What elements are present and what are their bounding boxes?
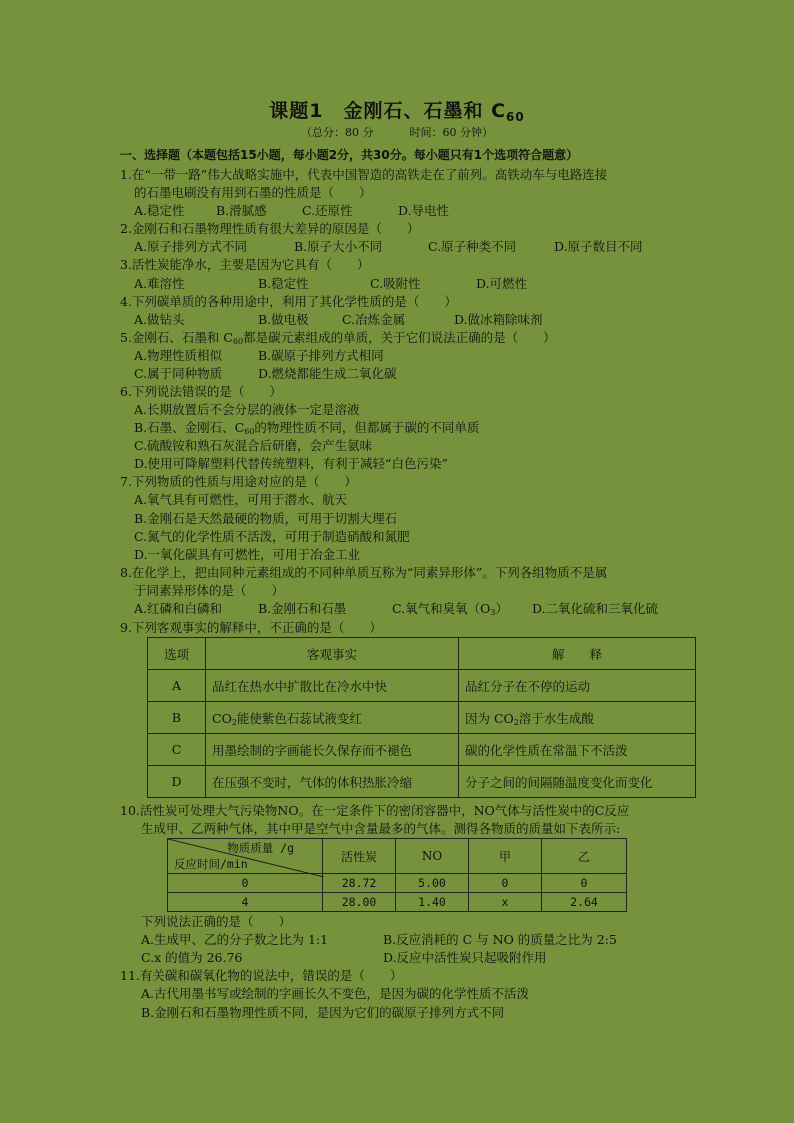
q5-options-row1: [134, 347, 384, 365]
q6-option-d: D.使用可降解塑料代替传统塑料，有利于减轻“白色污染”: [134, 456, 448, 471]
table-header-cell: NO: [396, 839, 469, 874]
q5-option-d: D.燃烧都能生成二氧化碳: [258, 366, 397, 381]
q2-option-b: B.原子大小不同: [294, 239, 383, 254]
total-score: （总分：80 分: [301, 126, 374, 139]
table-cell: 28.72: [323, 874, 396, 893]
q3-stem: 3.活性炭能净水，主要是因为它具有（ ）: [120, 257, 370, 272]
q10-stem-line3: 下列说法正确的是（ ）: [141, 914, 292, 929]
q3-option-c: C.吸附性: [370, 276, 421, 291]
table-cell: 28.00: [323, 893, 396, 912]
q3-options: [134, 275, 527, 293]
table-cell: 2.64: [542, 893, 627, 912]
q11-stem: 11.有关碳和碳氧化物的说法中，错误的是（ ）: [120, 968, 403, 983]
q6-option-a: A.长期放置后不会分层的液体一定是溶液: [134, 402, 360, 417]
q6-option-b-part2: 的物理性质不同，但都属于碳的不同单质: [254, 420, 480, 435]
q10-option-a: A.生成甲、乙的分子数之比为 1:1: [141, 932, 329, 947]
explanation-part1: 因为 CO: [465, 710, 514, 726]
q1-option-b: B.滑腻感: [216, 203, 267, 218]
page-title: [0, 96, 794, 124]
time-limit: 时间：60 分钟）: [409, 126, 493, 139]
table-cell: 0: [542, 874, 627, 893]
q10-options-row2: [141, 949, 547, 967]
q9-stem: 9.下列客观事实的解释中，不正确的是（ ）: [120, 620, 382, 635]
title-text: 课题1 金刚石、石墨和 C: [269, 100, 507, 122]
q10-option-b: B.反应消耗的 C 与 NO 的质量之比为 2:5: [383, 932, 617, 947]
q2-option-c: C.原子种类不同: [428, 239, 517, 254]
q1-stem-line2: 的石墨电刷没有用到石墨的性质是（ ）: [134, 185, 372, 200]
q3-option-b: B.稳定性: [258, 276, 309, 291]
q7-option-d: D.一氧化碳具有可燃性，可用于冶金工业: [134, 547, 361, 562]
q10-option-d: D.反应中活性炭只起吸附作用: [383, 950, 547, 965]
table-cell-fact: 品红在热水中扩散比在冷水中快: [206, 670, 459, 702]
q3-option-d: D.可燃性: [476, 276, 528, 291]
q5-options-row2: [134, 365, 397, 383]
q8-stem-line2: 于同素异形体的是（ ）: [134, 583, 285, 598]
q1-option-a: A.稳定性: [134, 203, 185, 218]
table-cell-fact: 用墨绘制的字画能长久保存而不褪色: [206, 734, 459, 766]
explanation-part2: 溶于水生成酸: [518, 710, 594, 726]
table-header-cell: 客观事实: [206, 638, 459, 670]
q5-stem-part1: 5.金刚石、石墨和 C: [120, 330, 233, 345]
table-diagonal-header: [168, 839, 323, 874]
diagonal-top-label: 物质质量 /g: [227, 841, 294, 855]
table-cell-option: C: [148, 734, 206, 766]
q2-options: [134, 238, 643, 256]
table-cell: 0: [168, 874, 323, 893]
q3-option-a: A.难溶性: [134, 276, 185, 291]
q2-option-d: D.原子数目不同: [554, 239, 643, 254]
q8-option-a: A.红磷和白磷和: [134, 601, 223, 616]
table-header-cell: 活性炭: [323, 839, 396, 874]
table-cell-fact: 在压强不变时，气体的体积热胀冷缩: [206, 766, 459, 798]
section-heading: 一、选择题（本题包括15小题，每小题2分，共30分。每小题只有1个选项符合题意）: [120, 148, 579, 162]
q8-option-d: D.二氧化硫和三氧化硫: [532, 601, 659, 616]
table-cell-option: D: [148, 766, 206, 798]
q7-stem: 7.下列物质的性质与用途对应的是（ ）: [120, 474, 357, 489]
q5-stem-subscript: 60: [232, 337, 244, 346]
q6-option-c: C.硫酸铵和熟石灰混合后研磨，会产生氨味: [134, 438, 373, 453]
q4-option-a: A.做钻头: [134, 312, 185, 327]
fact-subscript: 2: [231, 717, 237, 727]
table-cell-option: B: [148, 702, 206, 734]
diagonal-bottom-label: 反应时间/min: [174, 857, 248, 871]
q1-options: [134, 202, 449, 220]
q5-option-c: C.属于同种物质: [134, 366, 223, 381]
q8-option-c-part2: ）: [495, 601, 508, 616]
q1-stem-line1: 1.在“一带一路”伟大战略实施中，代表中国智造的高铁走在了前列。高铁动车与电路连接: [120, 167, 608, 182]
table-cell: 0: [469, 874, 542, 893]
q6-option-b-part1: B.石墨、金刚石、C: [134, 420, 245, 435]
q8-option-b: B.金刚石和石墨: [258, 601, 347, 616]
q5-option-a: A.物理性质相似: [134, 348, 223, 363]
q8-stem-line1: 8.在化学上，把由同种元素组成的不同种单质互称为“同素异形体”。下列各组物质不是属: [120, 565, 608, 580]
table-cell-option: A: [148, 670, 206, 702]
q10-table: [167, 838, 627, 912]
q11-option-a: A.古代用墨书写或绘制的字画长久不变色，是因为碳的化学性质不活泼: [141, 986, 530, 1001]
q5-stem-part2: 都是碳元素组成的单质，关于它们说法正确的是（ ）: [243, 330, 556, 345]
q4-options: [134, 311, 543, 329]
q1-option-d: D.导电性: [398, 203, 450, 218]
exam-meta: [0, 124, 794, 140]
q1-option-c: C.还原性: [302, 203, 353, 218]
q4-option-b: B.做电极: [258, 312, 309, 327]
table-cell-fact: [206, 702, 459, 734]
table-cell: 1.40: [396, 893, 469, 912]
q7-option-a: A.氧气具有可燃性，可用于潜水、航天: [134, 492, 348, 507]
q6-option-b-subscript: 60: [244, 427, 255, 436]
q8-option-c-part1: C.氧气和臭氧（O: [392, 601, 491, 616]
table-header-cell: 解 释: [459, 638, 696, 670]
q4-option-d: D.做冰箱除味剂: [454, 312, 543, 327]
q10-stem-line1: 10.活性炭可处理大气污染物NO。在一定条件下的密闭容器中，NO气体与活性炭中的C反应: [120, 803, 630, 818]
q10-stem-line2: 生成甲、乙两种气体，其中甲是空气中含量最多的气体。测得各物质的质量如下表所示:: [141, 821, 621, 836]
q4-stem: 4.下列碳单质的各种用途中，利用了其化学性质的是（ ）: [120, 294, 457, 309]
table-row: [148, 766, 696, 798]
q2-option-a: A.原子排列方式不同: [134, 239, 248, 254]
table-header-cell: 甲: [469, 839, 542, 874]
table-cell-explanation: 品红分子在不停的运动: [459, 670, 696, 702]
table-cell: x: [469, 893, 542, 912]
table-cell: 4: [168, 893, 323, 912]
q7-option-c: C.氮气的化学性质不活泼，可用于制造硝酸和氮肥: [134, 529, 410, 544]
table-cell: 5.00: [396, 874, 469, 893]
table-cell-explanation: [459, 702, 696, 734]
table-header-cell: 选项: [148, 638, 206, 670]
q6-stem: 6.下列说法错误的是（ ）: [120, 384, 282, 399]
table-cell-explanation: 分子之间的间隔随温度变化而变化: [459, 766, 696, 798]
q9-table: [147, 637, 696, 798]
q8-option-c-subscript: 3: [490, 608, 496, 617]
table-row: [148, 702, 696, 734]
table-header-cell: 乙: [542, 839, 627, 874]
q4-option-c: C.冶炼金属: [342, 312, 406, 327]
table-header-row: [168, 839, 627, 874]
table-row: [168, 893, 627, 912]
q10-options-row1: [141, 931, 617, 949]
q11-option-b: B.金刚石和石墨物理性质不同，是因为它们的碳原子排列方式不同: [141, 1005, 505, 1020]
title-subscript: 60: [506, 110, 525, 124]
explanation-subscript: 2: [513, 717, 519, 727]
table-header-row: [148, 638, 696, 670]
fact-part2: 能使紫色石蕊试液变红: [236, 710, 362, 726]
q5-option-b: B.碳原子排列方式相同: [258, 348, 384, 363]
table-cell-explanation: 碳的化学性质在常温下不活泼: [459, 734, 696, 766]
q2-stem: 2.金刚石和石墨物理性质有很大差异的原因是（ ）: [120, 221, 420, 236]
q8-option-c: [392, 600, 532, 622]
q10-option-c: C.x 的值为 26.76: [141, 950, 243, 965]
q7-option-b: B.金刚石是天然最硬的物质，可用于切割大理石: [134, 511, 398, 526]
table-row: [148, 670, 696, 702]
table-row: [148, 734, 696, 766]
fact-part1: CO: [212, 710, 232, 726]
